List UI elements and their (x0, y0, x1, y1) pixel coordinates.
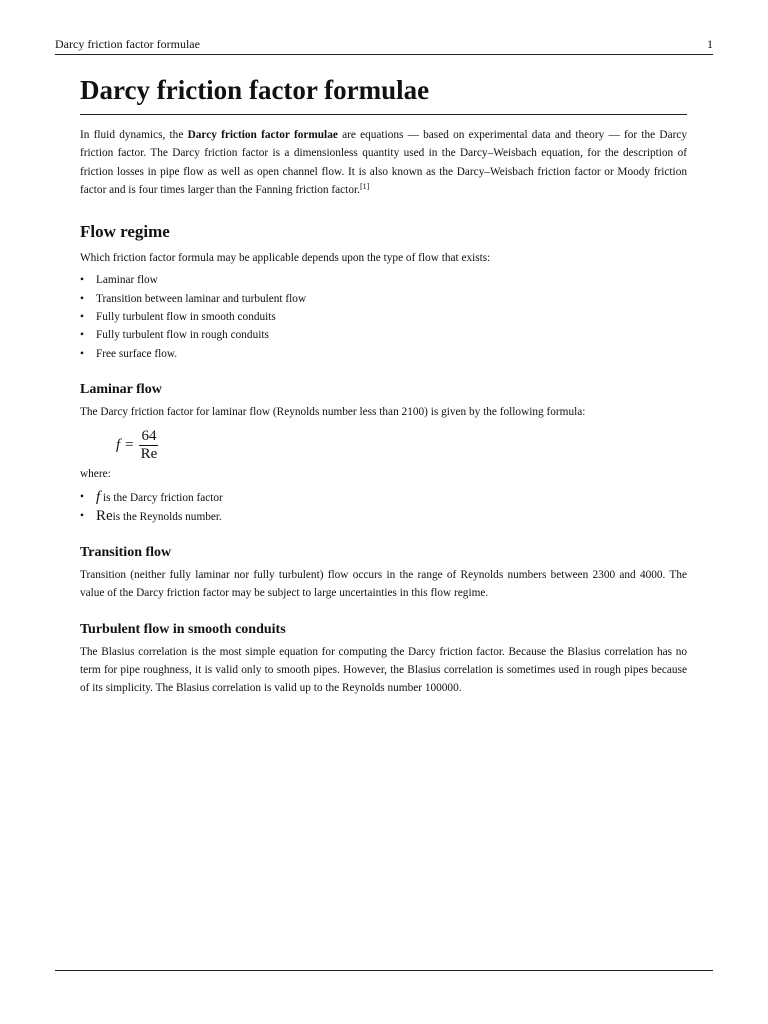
list-item: • Fully turbulent flow in smooth conduits (80, 308, 687, 326)
section-heading-turbulent-smooth: Turbulent flow in smooth conduits (80, 621, 286, 637)
intro-bold-term: Darcy friction factor formulae (187, 129, 338, 141)
definition-symbol: Re (96, 507, 113, 524)
list-item: • Laminar flow (80, 271, 687, 289)
citation-link[interactable]: [1] (359, 181, 370, 191)
list-item: • Transition between laminar and turbulent flow (80, 290, 687, 308)
turbulent-smooth-text: The Blasius correlation is the most simple equation for computing the Darcy friction factor. Because the Blasius correlation has no term for pipe roughness, it is valid only to smooth pipes. However, the Blasius correlation is sometimes used in rough pipes because of its simplicity. The Blasius correlation is valid up to the Reynolds number 100000. (80, 645, 687, 695)
page-footer-rule (55, 970, 713, 971)
section-heading-transition-flow: Transition flow (80, 545, 172, 561)
page-title: Darcy friction factor formulae (80, 72, 687, 115)
definition-text: is the Darcy friction factor (103, 491, 223, 504)
list-item: • Free surface flow. (80, 345, 687, 363)
intro-text-before: In fluid dynamics, the (80, 129, 188, 141)
definition-item (80, 507, 687, 526)
formula-numerator: 64 (141, 427, 157, 444)
laminar-flow-text: The Darcy friction factor for laminar flow (Reynolds number less than 2100) is given by the following formula: (80, 405, 586, 418)
flow-regime-text: Which friction factor formula may be applicable depends upon the type of flow that exists: (80, 252, 491, 265)
running-title: Darcy friction factor formulae (55, 37, 200, 51)
laminar-formula (116, 427, 687, 463)
article-content (80, 70, 687, 698)
formula-fraction (139, 428, 160, 463)
definition-list (80, 488, 687, 527)
formula-denominator: Re (140, 445, 158, 462)
page-number: 1 (707, 37, 713, 51)
list-item: • Fully turbulent flow in rough conduits (80, 326, 687, 344)
formula-equals: = (125, 436, 134, 453)
section-heading-laminar-flow: Laminar flow (80, 381, 162, 397)
intro-text-after: are equations — based on experimental data and theory — for the Darcy friction factor. The Darcy friction factor is a dimensionless quantity used in the Darcy–Weisbach equation, for the description of friction losses in pipe flow as well as open channel flow. It is also known as the Darcy–Weisbach friction factor or Moody friction factor and is four times larger than the Fanning friction factor. (80, 129, 688, 196)
formula-lhs: f (116, 436, 121, 453)
definition-item (80, 488, 687, 507)
transition-flow-text: Transition (neither fully laminar nor fully turbulent) flow occurs in the range of Reynolds numbers between 2300 and 4000. The value of the Darcy friction factor may be subject to large uncertainties in this flow regime. (80, 569, 687, 600)
flow-regime-list (80, 271, 687, 362)
where-label: where: (80, 468, 111, 481)
page-header (55, 34, 713, 55)
definition-text: is the Reynolds number. (112, 510, 222, 523)
intro-paragraph (80, 126, 687, 199)
section-heading-flow-regime: Flow regime (80, 222, 170, 242)
definition-symbol: f (96, 488, 101, 505)
